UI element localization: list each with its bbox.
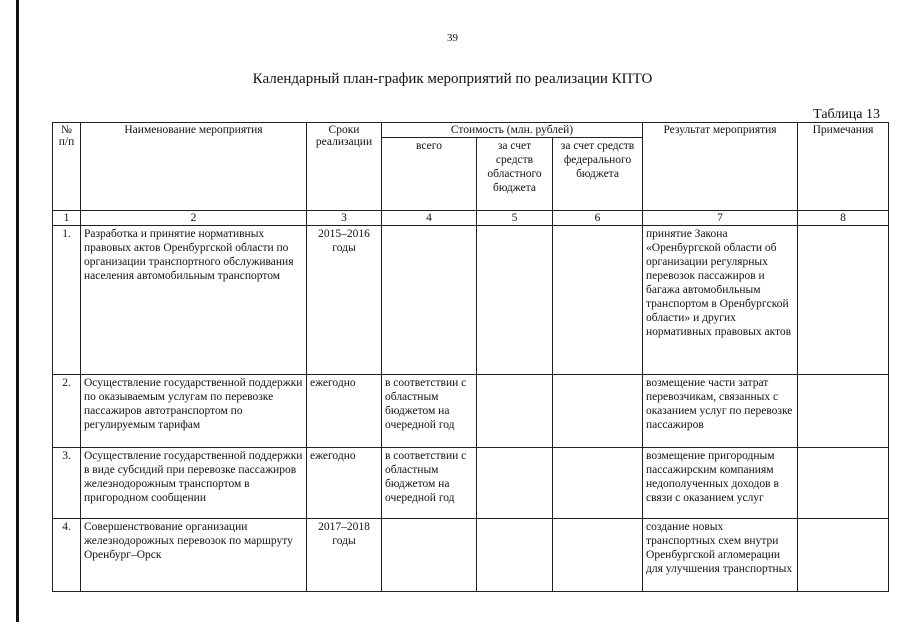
row-notes — [798, 375, 889, 448]
document-title: Календарный план-график мероприятий по реализации КПТО — [252, 71, 653, 87]
row-cost-regional — [477, 375, 553, 448]
row-notes — [798, 448, 889, 519]
column-number: 1 — [53, 211, 81, 226]
row-num: 2. — [53, 375, 81, 448]
column-number: 8 — [798, 211, 889, 226]
row-terms: 2017–2018 годы — [307, 519, 382, 592]
header-num: № п/п — [53, 123, 81, 211]
header-cost-total: всего — [382, 138, 477, 211]
row-cost-total: в соответствии с областным бюджетом на очередной год — [382, 375, 477, 448]
row-num: 1. — [53, 226, 81, 375]
page-edge-line — [16, 0, 19, 622]
page-number: 39 — [447, 32, 458, 44]
row-cost-federal — [553, 448, 643, 519]
header-terms: Сроки реализации — [307, 123, 382, 211]
row-name: Разработка и принятие нормативных правовых актов Оренбургской области по организации транспортного обслуживания населения автомобильным транспортом — [81, 226, 307, 375]
column-number: 7 — [643, 211, 798, 226]
table-caption: Таблица 13 — [813, 107, 880, 122]
header-row — [53, 123, 889, 138]
row-result: создание новых транспортных схем внутри Оренбургской агломерации для улучшения транспортных — [643, 519, 798, 592]
column-number-row — [53, 211, 889, 226]
column-number: 3 — [307, 211, 382, 226]
row-terms: ежегодно — [307, 375, 382, 448]
row-cost-total — [382, 226, 477, 375]
header-notes: Примечания — [798, 123, 889, 211]
row-cost-federal — [553, 519, 643, 592]
row-name: Осуществление государственной поддержки по оказываемым услугам по перевозке пассажиров автотранспортом по регулируемым тарифам — [81, 375, 307, 448]
table-row — [53, 226, 889, 375]
table-row — [53, 519, 889, 592]
schedule-table — [52, 122, 889, 592]
row-cost-regional — [477, 448, 553, 519]
header-cost: Стоимость (млн. рублей) — [382, 123, 643, 138]
row-notes — [798, 519, 889, 592]
row-notes — [798, 226, 889, 375]
row-result: возмещение части затрат перевозчикам, связанных с оказанием услуг по перевозке пассажиров — [643, 375, 798, 448]
row-terms: ежегодно — [307, 448, 382, 519]
row-cost-total — [382, 519, 477, 592]
row-cost-total: в соответствии с областным бюджетом на очередной год — [382, 448, 477, 519]
row-cost-federal — [553, 226, 643, 375]
column-number: 6 — [553, 211, 643, 226]
row-num: 3. — [53, 448, 81, 519]
row-name: Осуществление государственной поддержки в виде субсидий при перевозке пассажиров железнодорожным транспортом в пригородном сообщении — [81, 448, 307, 519]
header-result: Результат мероприятия — [643, 123, 798, 211]
row-result: возмещение пригородным пассажирским компаниям недополученных доходов в связи с оказанием услуг — [643, 448, 798, 519]
table-row — [53, 448, 889, 519]
row-result: принятие Закона «Оренбургской области об организации регулярных перевозок пассажиров и багажа автомобильным транспортом в Оренбургской области» и других нормативных правовых актов — [643, 226, 798, 375]
column-number: 4 — [382, 211, 477, 226]
header-name: Наименование мероприятия — [81, 123, 307, 211]
header-cost-federal: за счет средств федерального бюджета — [553, 138, 643, 211]
row-num: 4. — [53, 519, 81, 592]
row-name: Совершенствование организации железнодорожных перевозок по маршруту Оренбург–Орск — [81, 519, 307, 592]
column-number: 5 — [477, 211, 553, 226]
column-number: 2 — [81, 211, 307, 226]
row-cost-federal — [553, 375, 643, 448]
row-cost-regional — [477, 519, 553, 592]
header-cost-regional: за счет средств областного бюджета — [477, 138, 553, 211]
row-cost-regional — [477, 226, 553, 375]
row-terms: 2015–2016 годы — [307, 226, 382, 375]
table-row — [53, 375, 889, 448]
